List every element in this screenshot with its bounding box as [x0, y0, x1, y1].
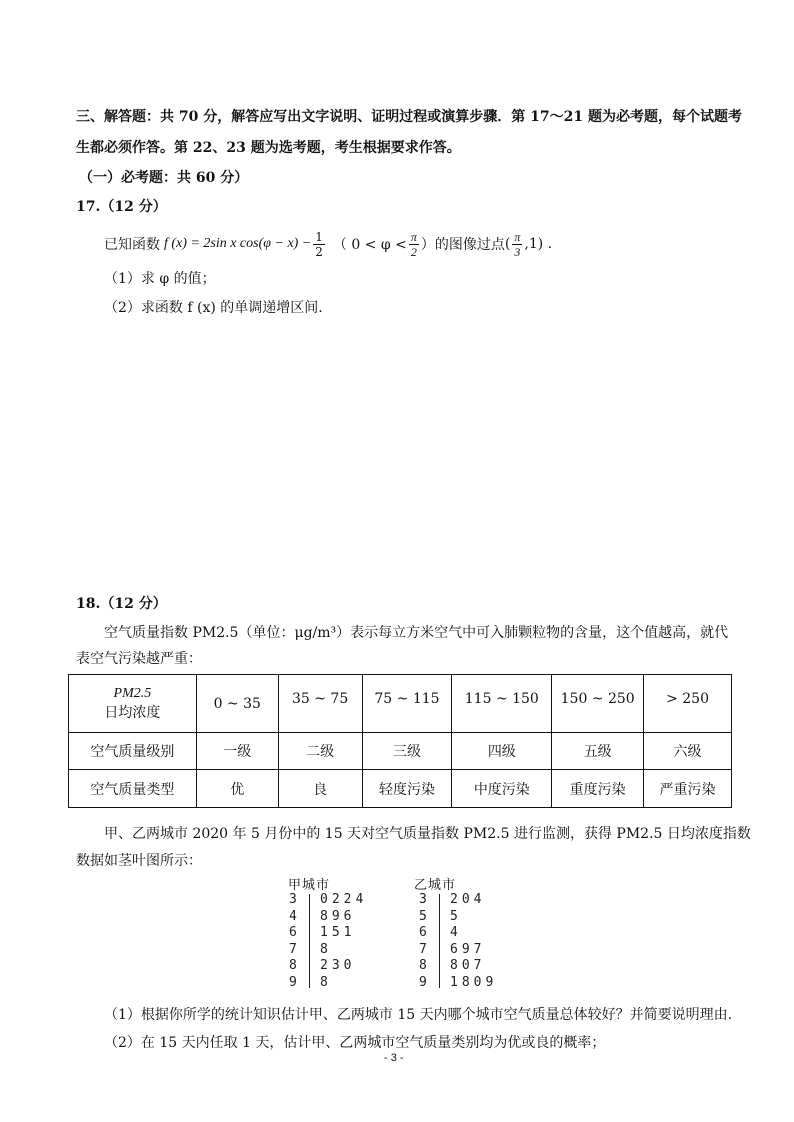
type-label-cell: 空气质量类型 — [69, 770, 197, 808]
q17-cond-close: ）的图像过点 — [420, 237, 505, 253]
q17-point-den: 3 — [514, 244, 521, 259]
q17-stem-prefix: 已知函数 — [104, 237, 160, 253]
stem-leaf-city-a: 甲城市 — [288, 878, 331, 893]
q17-cond-den: 2 — [410, 244, 417, 259]
stem: 4 — [289, 908, 301, 924]
range-cell: 115 ~ 150 — [452, 675, 552, 733]
pm25-table — [68, 674, 732, 808]
q18-intro-line1: 空气质量指数 PM2.5（单位：μg/m³）表示每立方米空气中可入肺颗粒物的含量，这个值越高，就代 — [104, 625, 729, 641]
q17-frac-den: 2 — [315, 244, 323, 259]
q18-monitor-line2: 数据如茎叶图所示： — [76, 853, 202, 869]
stem: 7 — [289, 941, 301, 957]
page-number: - 3 - — [384, 1052, 404, 1064]
level-cell: 六级 — [644, 733, 732, 770]
section-heading-line1: 三、解答题：共 70 分，解答应写出文字说明、证明过程或演算步骤．第 17～21 题为必考题，每个试题考 — [76, 109, 742, 125]
range-cell: 0 ~ 35 — [196, 675, 278, 733]
q18-part2: （2）在 15 天内任取 1 天，估计甲、乙两城市空气质量类别均为优或良的概率； — [104, 1035, 606, 1051]
q17-part2: （2）求函数 f (x) 的单调递增区间. — [104, 300, 323, 316]
stem: 7 — [419, 941, 431, 957]
q17-fraction — [313, 230, 325, 259]
leaves: 8 — [320, 941, 332, 957]
level-cell: 二级 — [278, 733, 362, 770]
stem-leaf-divider — [309, 894, 310, 988]
type-cell: 优 — [196, 770, 278, 808]
range-cell: 75 ~ 115 — [362, 675, 452, 733]
stem: 6 — [419, 925, 431, 940]
q17-stem — [104, 224, 552, 264]
stem: 8 — [419, 958, 431, 973]
q17-point-num: π — [514, 229, 521, 244]
leaves: 807 — [450, 958, 486, 973]
leaves: 0224 — [320, 892, 368, 907]
stem: 3 — [419, 892, 431, 907]
type-cell: 中度污染 — [452, 770, 552, 808]
table-row-ranges — [69, 675, 732, 733]
section-heading-line2: 生都必须作答。第 22、23 题为选考题，考生根据要求作答。 — [76, 140, 461, 156]
q17-number: 17.（12 分） — [76, 199, 167, 215]
level-cell: 三级 — [362, 733, 452, 770]
stem-leaf-a — [287, 892, 391, 990]
table-row-levels — [69, 733, 732, 770]
required-subheading: （一）必考题：共 60 分） — [79, 170, 249, 186]
q18-part1: （1）根据你所学的统计知识估计甲、乙两城市 15 天内哪个城市空气质量总体较好？并简要说明理由. — [104, 1007, 733, 1023]
stem-leaf-city-b: 乙城市 — [414, 878, 457, 893]
q17-point-close: ,1) . — [524, 236, 553, 252]
stem: 3 — [289, 892, 301, 907]
q17-cond-num: π — [410, 229, 417, 244]
level-cell: 五级 — [552, 733, 644, 770]
q17-cond-fraction — [409, 230, 419, 259]
range-cell: 150 ~ 250 — [552, 675, 644, 733]
leaves: 896 — [320, 908, 356, 924]
stem-leaf-b — [417, 892, 527, 990]
level-cell: 四级 — [452, 733, 552, 770]
stem: 9 — [289, 974, 301, 990]
table-header-cell — [69, 675, 197, 733]
q17-point-fraction — [512, 230, 522, 259]
stem-leaf-divider — [439, 894, 440, 988]
q17-cond-open: （ 0 < φ < — [332, 237, 407, 253]
leaves: 1809 — [450, 974, 498, 990]
stem: 6 — [289, 925, 301, 940]
leaves: 151 — [320, 925, 356, 940]
leaves: 4 — [450, 925, 462, 940]
q17-frac-num: 1 — [315, 229, 323, 244]
header-pm25: PM2.5 — [113, 685, 152, 701]
leaves: 8 — [320, 974, 332, 990]
leaves: 204 — [450, 892, 486, 907]
level-cell: 一级 — [196, 733, 278, 770]
q18-monitor-line1: 甲、乙两城市 2020 年 5 月份中的 15 天对空气质量指数 PM2.5 进行监测，获得 PM2.5 日均浓度指数 — [104, 826, 751, 842]
q17-part1: （1）求 φ 的值； — [104, 271, 216, 287]
type-cell: 严重污染 — [644, 770, 732, 808]
header-daily-concentration: 日均浓度 — [104, 704, 161, 721]
type-cell: 轻度污染 — [362, 770, 452, 808]
range-cell: > 250 — [644, 675, 732, 733]
stem: 5 — [419, 908, 431, 924]
range-cell: 35 ~ 75 — [278, 675, 362, 733]
q18-number: 18.（12 分） — [76, 596, 167, 612]
q18-intro-line2: 表空气污染越严重： — [76, 651, 202, 667]
q17-point-open: ( — [504, 236, 511, 252]
leaves: 230 — [320, 958, 356, 973]
type-cell: 良 — [278, 770, 362, 808]
leaves: 5 — [450, 908, 462, 924]
table-row-types — [69, 770, 732, 808]
type-cell: 重度污染 — [552, 770, 644, 808]
stem: 8 — [289, 958, 301, 973]
stem: 9 — [419, 974, 431, 990]
level-label-cell: 空气质量级别 — [69, 733, 197, 770]
leaves: 697 — [450, 941, 486, 957]
q17-function: f (x) = 2sin x cos(φ − x) − — [164, 236, 312, 251]
